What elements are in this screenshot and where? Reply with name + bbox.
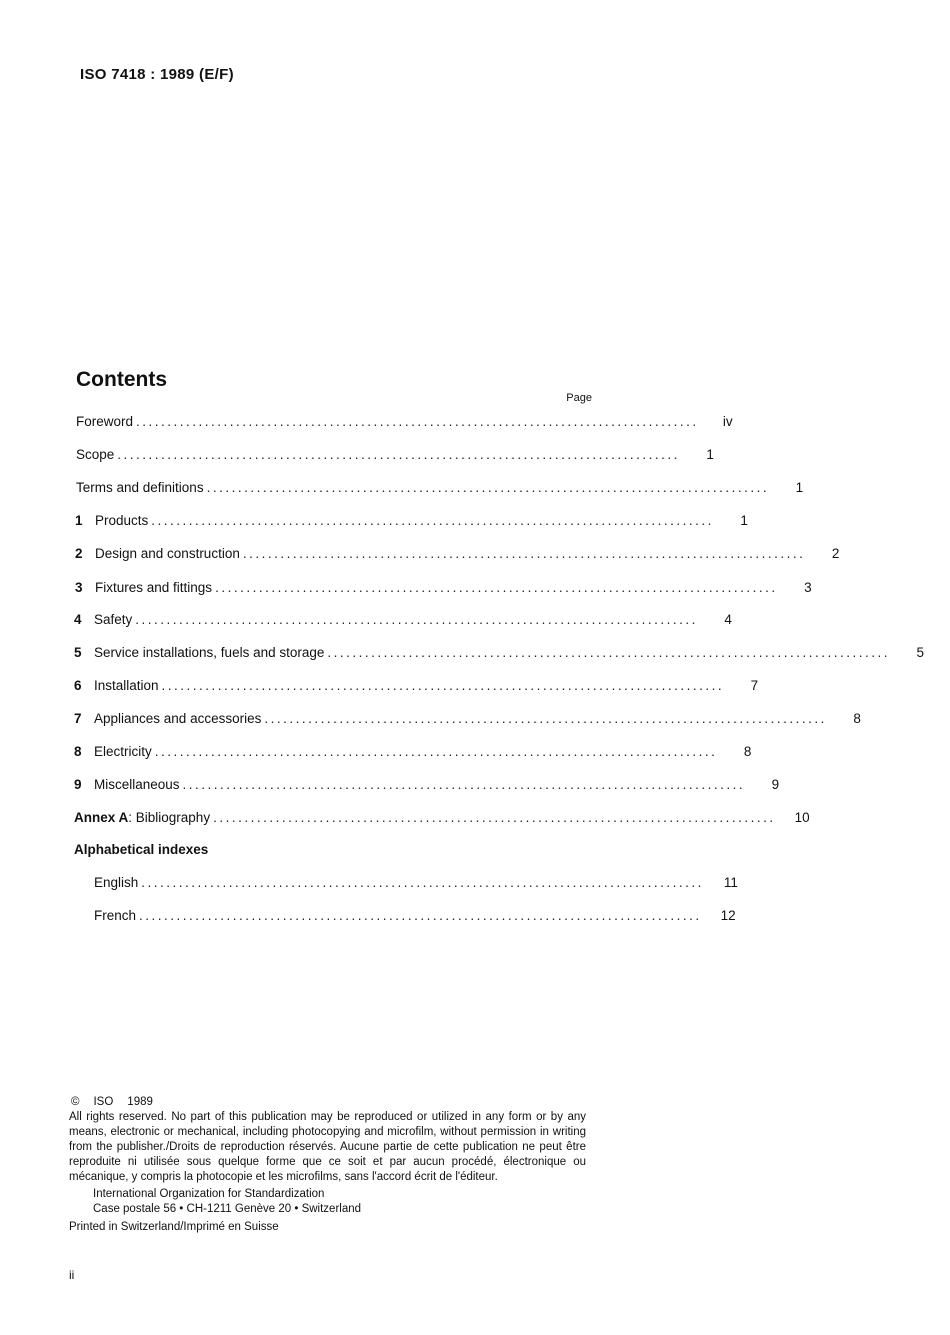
toc-leader: ..........................................................................................: [139, 908, 702, 923]
toc-leader: ..........................................................................................: [215, 580, 778, 595]
toc-leader: ..........................................................................................: [182, 777, 746, 792]
toc-leader: ..........................................................................................: [135, 612, 698, 627]
toc-entry-page: 10: [794, 810, 810, 825]
toc-entry-page: 7: [750, 678, 759, 693]
annex-title: : Bibliography: [128, 810, 211, 825]
toc-entry-8[interactable]: [74, 744, 752, 764]
toc-entry-number: 4: [74, 612, 82, 627]
toc-leader: ..........................................................................................: [154, 744, 718, 759]
toc-entry-label: Installation: [94, 678, 159, 693]
toc-entry-5[interactable]: [74, 645, 924, 665]
toc-entry-number: 8: [74, 744, 82, 759]
toc-entry-page: 8: [853, 711, 861, 726]
copyright-holder: ISO: [93, 1096, 114, 1108]
contents-title: Contents: [76, 368, 167, 391]
toc-leader: ..........................................................................................: [136, 414, 699, 429]
toc-entry-label: Fixtures and fittings: [95, 580, 213, 595]
toc-leader: ..........................................................................................: [161, 678, 725, 693]
copyright-symbol: ©: [71, 1096, 80, 1108]
toc-entry-number: 2: [75, 546, 83, 561]
copyright-line: [69, 1095, 586, 1110]
toc-entry-label: French: [94, 908, 137, 923]
toc-entry-9[interactable]: [74, 777, 780, 797]
toc-entry-label: [74, 810, 213, 825]
toc-entry-page: iv: [722, 414, 733, 429]
toc-entry-page: 8: [743, 744, 752, 759]
organization-address: Case postale 56 • CH-1211 Genève 20 • Switzerland: [93, 1203, 362, 1215]
copyright-year: 1989: [127, 1096, 153, 1108]
toc-entry-scope[interactable]: [76, 447, 714, 467]
annex-prefix: Annex A: [74, 810, 129, 825]
toc-entry-page: 3: [804, 580, 812, 595]
toc-entry-foreword[interactable]: [76, 414, 733, 434]
toc-entry-number: 1: [75, 513, 83, 528]
toc-entry-annex-a[interactable]: [74, 810, 810, 830]
page-folio: ii: [69, 1268, 75, 1282]
toc-entry-page: 9: [771, 777, 780, 792]
document-id: ISO 7418 : 1989 (E/F): [80, 66, 234, 83]
toc-entry-label: English: [94, 875, 139, 890]
toc-entry-1[interactable]: [75, 513, 748, 533]
toc-entry-terms[interactable]: [76, 480, 804, 500]
toc-entry-label: Safety: [94, 612, 133, 627]
indexes-heading: Alphabetical indexes: [74, 842, 209, 857]
toc-entry-label: Miscellaneous: [94, 777, 180, 792]
copyright-block: [69, 1095, 586, 1235]
toc-entry-7[interactable]: [74, 711, 861, 731]
toc-leader: ..........................................................................................: [141, 875, 704, 890]
toc-entry-number: 9: [74, 777, 82, 792]
toc-entry-3[interactable]: [75, 580, 812, 600]
toc-entry-6[interactable]: [74, 678, 759, 698]
toc-entry-label: Foreword: [76, 414, 134, 429]
toc-entry-2[interactable]: [75, 546, 840, 566]
toc-leader: ..........................................................................................: [151, 513, 714, 528]
toc-entry-page: 1: [795, 480, 804, 495]
toc-leader: ..........................................................................................: [206, 480, 770, 495]
printed-notice: Printed in Switzerland/Imprimé en Suisse: [69, 1221, 279, 1233]
toc-entry-number: 6: [74, 678, 82, 693]
toc-entry-page: 1: [740, 513, 748, 528]
toc-entry-number: 7: [74, 711, 82, 726]
toc-entry-page: 4: [724, 612, 732, 627]
toc-entry-number: 5: [74, 645, 82, 660]
organization-name: International Organization for Standardization: [93, 1188, 325, 1200]
toc-leader: ..........................................................................................: [117, 447, 680, 462]
toc-leader: ..........................................................................................: [327, 645, 890, 660]
toc-entry-4[interactable]: [74, 612, 732, 632]
toc-entry-label: Design and construction: [95, 546, 240, 561]
toc-leader: ..........................................................................................: [264, 711, 827, 726]
toc-entry-page: 11: [723, 875, 738, 890]
toc-entry-label: Appliances and accessories: [94, 711, 262, 726]
toc-entry-index-english[interactable]: [94, 875, 738, 895]
toc-entry-page: 12: [720, 908, 736, 923]
page-column-label: Page: [566, 392, 592, 404]
toc-entry-number: 3: [75, 580, 83, 595]
toc-entry-label: Scope: [76, 447, 115, 462]
rights-notice: All rights reserved. No part of this publication may be reproduced or utilized in any form or by any means, electronic or mechanical, including photocopying and microfilm, without permission in writing from the publisher./Droits de reproduction réservés. Aucune partie de cette publication ne peut être reproduite ni utilisée sous quelque forme que ce soit et par aucun procédé, électronique ou mécanique, y compris la photocopie et les microfilms, sans l'accord écrit de l'éditeur.: [69, 1111, 586, 1183]
toc-entry-label: Electricity: [94, 744, 152, 759]
toc-entry-page: 1: [706, 447, 714, 462]
toc-entry-label: Terms and definitions: [76, 480, 204, 495]
toc-leader: ..........................................................................................: [242, 546, 806, 561]
toc-entry-index-french[interactable]: [94, 908, 736, 928]
toc-entry-page: 5: [916, 645, 924, 660]
toc-entry-label: Service installations, fuels and storage: [94, 645, 325, 660]
toc-entry-page: 2: [831, 546, 840, 561]
toc-entry-label: Products: [95, 513, 149, 528]
toc-leader: ..........................................................................................: [213, 810, 776, 825]
